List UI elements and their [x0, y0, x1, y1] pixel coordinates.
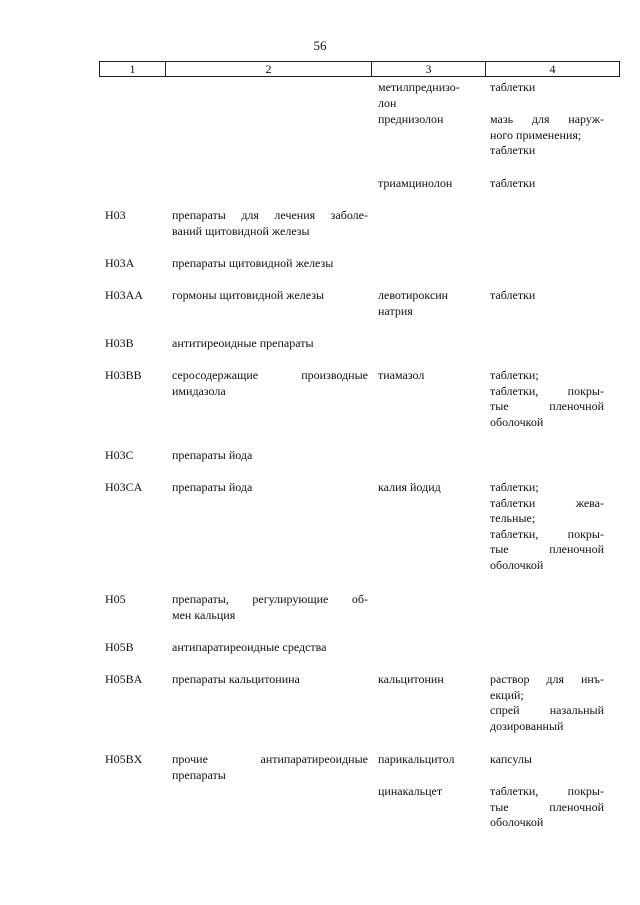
substance-cell: тиамазол: [378, 368, 425, 382]
dosage-form-cell: таблетки; таблетки, покры- тые пленочной оболочкой: [490, 368, 604, 429]
dosage-form-cell: раствор для инъ- екций; спрей назальный дозированный: [490, 672, 604, 733]
substance-cell: метилпреднизо- лон: [378, 80, 460, 110]
substance-cell: триамцинолон: [378, 176, 453, 190]
dosage-form-cell: таблетки: [490, 80, 536, 94]
atc-code-cell: H05BA: [105, 672, 143, 686]
atc-code-cell: H03BB: [105, 368, 142, 382]
group-name-cell: прочие антипаратиреоидные препараты: [172, 752, 368, 782]
substance-cell: кальцитонин: [378, 672, 444, 686]
substance-cell: преднизолон: [378, 112, 444, 126]
dosage-form-cell: капсулы: [490, 752, 532, 766]
page-number: 56: [313, 38, 327, 53]
column-header-3: 3: [372, 62, 486, 77]
dosage-form-cell: таблетки; таблетки жева- тельные; таблетки, покры- тые пленочной оболочкой: [490, 480, 604, 572]
atc-code-cell: H03AA: [105, 288, 143, 302]
atc-code-cell: H03C: [105, 448, 134, 462]
substance-cell: цинакальцет: [378, 784, 443, 798]
substance-cell: левотироксин натрия: [378, 288, 449, 318]
group-name-cell: препараты кальцитонина: [172, 672, 300, 686]
atc-code-cell: H03: [105, 208, 126, 222]
atc-code-cell: H03A: [105, 256, 135, 270]
group-name-cell: серосодержащие производные имидазола: [172, 368, 368, 398]
group-name-cell: антипаратиреоидные средства: [172, 640, 327, 654]
atc-code-cell: H05B: [105, 640, 134, 654]
group-name-cell: препараты йода: [172, 480, 253, 494]
column-header-1: 1: [100, 62, 166, 77]
group-name-cell: препараты, регулирующие об- мен кальция: [172, 592, 368, 622]
substance-cell: калия йодид: [378, 480, 441, 494]
group-name-cell: препараты для лечения заболе- ваний щитовидной железы: [172, 208, 368, 238]
atc-code-cell: H05BX: [105, 752, 143, 766]
substance-cell: парикальцитол: [378, 752, 455, 766]
atc-code-cell: H05: [105, 592, 126, 606]
dosage-form-cell: таблетки, покры- тые пленочной оболочкой: [490, 784, 604, 829]
dosage-form-cell: мазь для наруж- ного применения; таблетки: [490, 112, 604, 157]
dosage-form-cell: таблетки: [490, 176, 536, 190]
group-name-cell: препараты йода: [172, 448, 253, 462]
group-name-cell: гормоны щитовидной железы: [172, 288, 325, 302]
group-name-cell: антитиреоидные препараты: [172, 336, 314, 350]
column-header-4: 4: [486, 62, 620, 77]
atc-code-cell: H03B: [105, 336, 134, 350]
atc-code-cell: H03CA: [105, 480, 143, 494]
column-header-2: 2: [166, 62, 372, 77]
group-name-cell: препараты щитовидной железы: [172, 256, 334, 270]
dosage-form-cell: таблетки: [490, 288, 536, 302]
